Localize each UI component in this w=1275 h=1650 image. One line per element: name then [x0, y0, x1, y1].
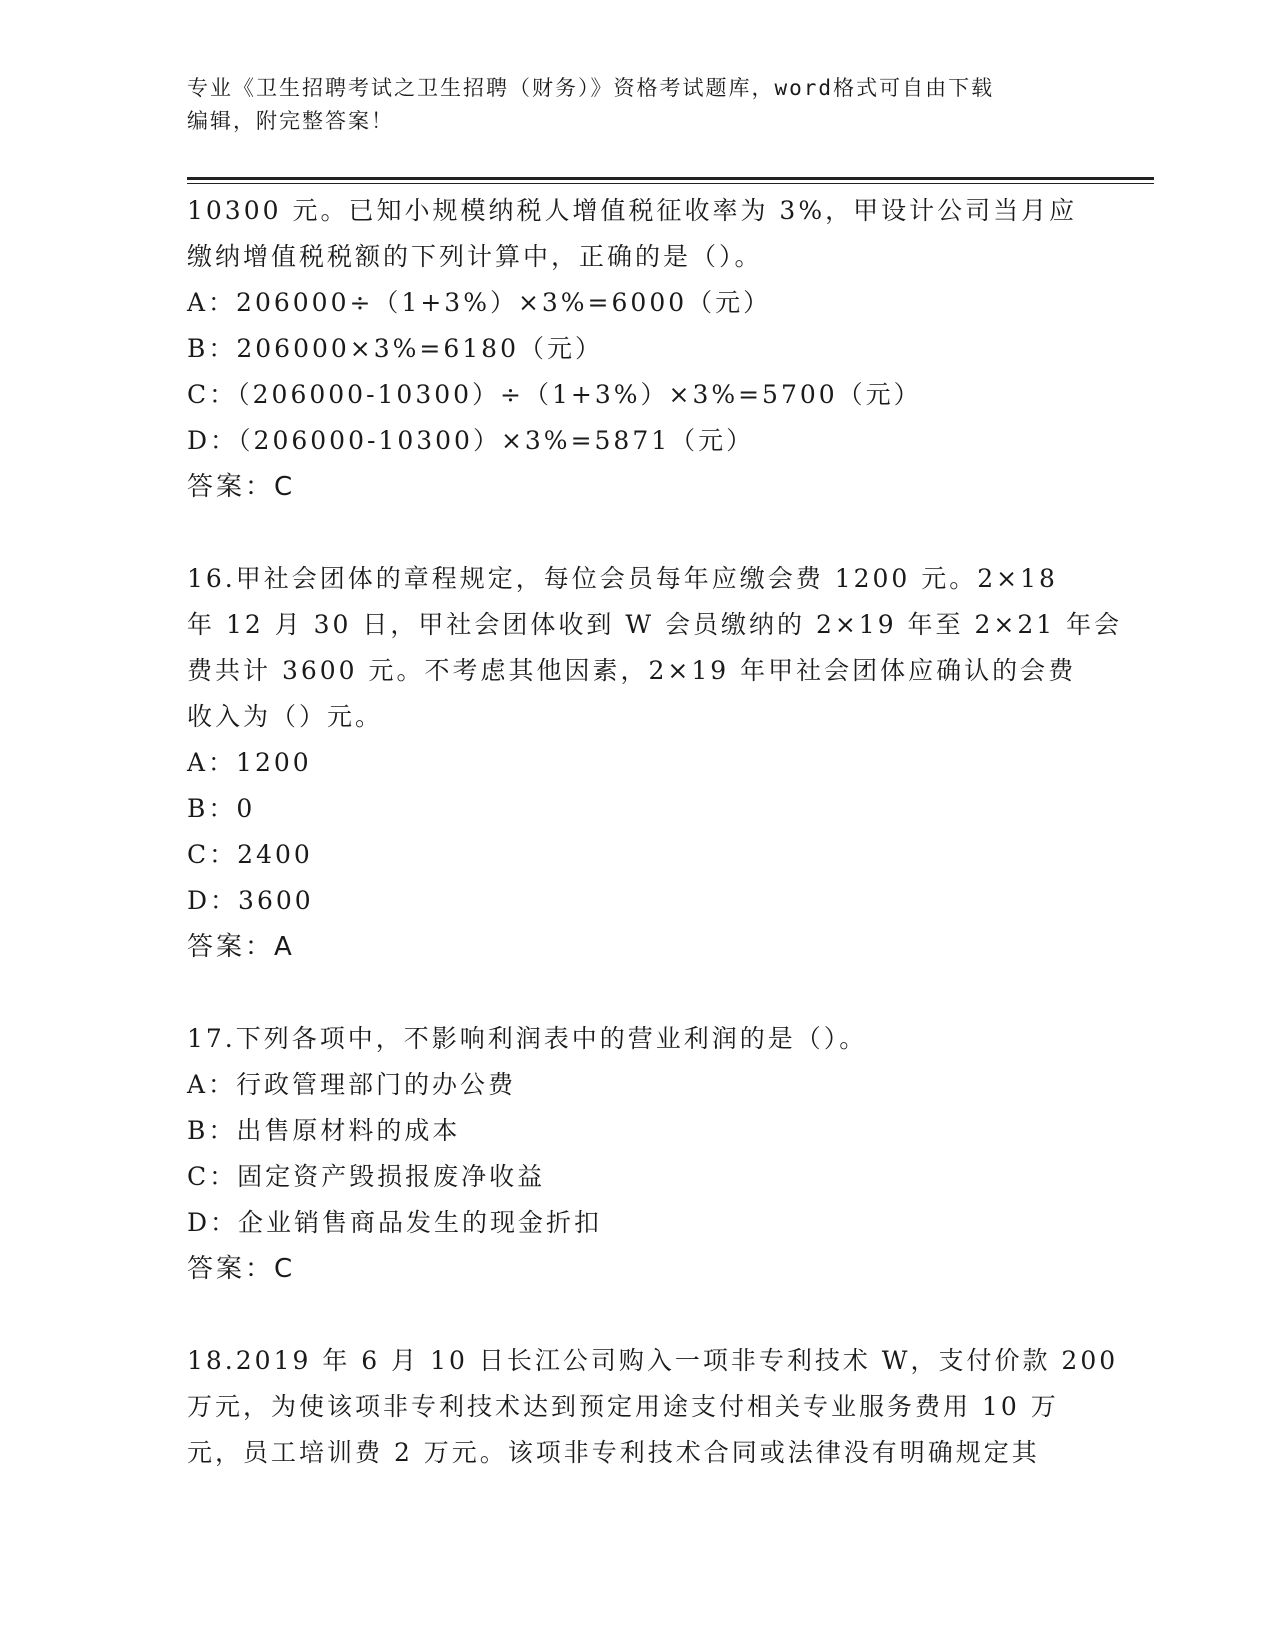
question-15: [187, 188, 1078, 510]
answer: 答案：A: [187, 932, 295, 962]
question-text-line: 元，员工培训费 2 万元。该项非专利技术合同或法律没有明确规定其: [187, 1438, 1040, 1467]
option-b: B：出售原材料的成本: [187, 1116, 461, 1145]
question-text-line: 16.甲社会团体的章程规定，每位会员每年应缴会费 1200 元。2×18: [187, 564, 1058, 593]
option-d: D：（206000-10300）×3%=5871（元）: [187, 426, 755, 455]
question-18: [187, 1338, 1119, 1476]
answer: 答案：C: [187, 472, 296, 502]
question-16: [187, 556, 1123, 970]
header-rule-thick: [187, 177, 1154, 180]
question-text-line: 费共计 3600 元。不考虑其他因素，2×19 年甲社会团体应确认的会费: [187, 656, 1077, 685]
option-a: A：206000÷（1+3%）×3%=6000（元）: [187, 288, 772, 317]
question-text-line: 缴纳增值税税额的下列计算中，正确的是（）。: [187, 242, 763, 271]
spacer: [187, 1292, 1067, 1338]
question-17: [187, 1016, 1067, 1292]
question-text-line: 10300 元。已知小规模纳税人增值税征收率为 3%，甲设计公司当月应: [187, 196, 1078, 225]
option-d: D：企业销售商品发生的现金折扣: [187, 1208, 603, 1237]
question-text-line: 收入为（）元。: [187, 702, 384, 731]
question-text-line: 17.下列各项中，不影响利润表中的营业利润的是（）。: [187, 1024, 868, 1053]
option-c: C：固定资产毁损报废净收益: [187, 1162, 546, 1191]
question-text-line: 年 12 月 30 日，甲社会团体收到 W 会员缴纳的 2×19 年至 2×21 年会: [187, 610, 1123, 639]
option-a: A：行政管理部门的办公费: [187, 1070, 517, 1099]
spacer: [187, 510, 1067, 556]
option-b: B：206000×3%=6180（元）: [187, 334, 603, 363]
question-text-line: 18.2019 年 6 月 10 日长江公司购入一项非专利技术 W，支付价款 200: [187, 1346, 1119, 1375]
spacer: [187, 970, 1067, 1016]
page-header: [187, 72, 1087, 138]
option-a: A：1200: [187, 748, 312, 777]
question-text-line: 万元，为使该项非专利技术达到预定用途支付相关专业服务费用 10 万: [187, 1392, 1059, 1421]
document-body: [187, 188, 1123, 1476]
header-line-1: 专业《卫生招聘考试之卫生招聘（财务）》资格考试题库，word格式可自由下载: [187, 76, 995, 100]
answer: 答案：C: [187, 1254, 296, 1284]
option-d: D：3600: [187, 886, 314, 915]
option-c: C：（206000-10300）÷（1+3%）×3%=5700（元）: [187, 380, 922, 409]
header-rule-thin: [187, 183, 1154, 184]
header-line-2: 编辑，附完整答案！: [187, 109, 394, 133]
option-c: C：2400: [187, 840, 313, 869]
option-b: B：0: [187, 794, 256, 823]
